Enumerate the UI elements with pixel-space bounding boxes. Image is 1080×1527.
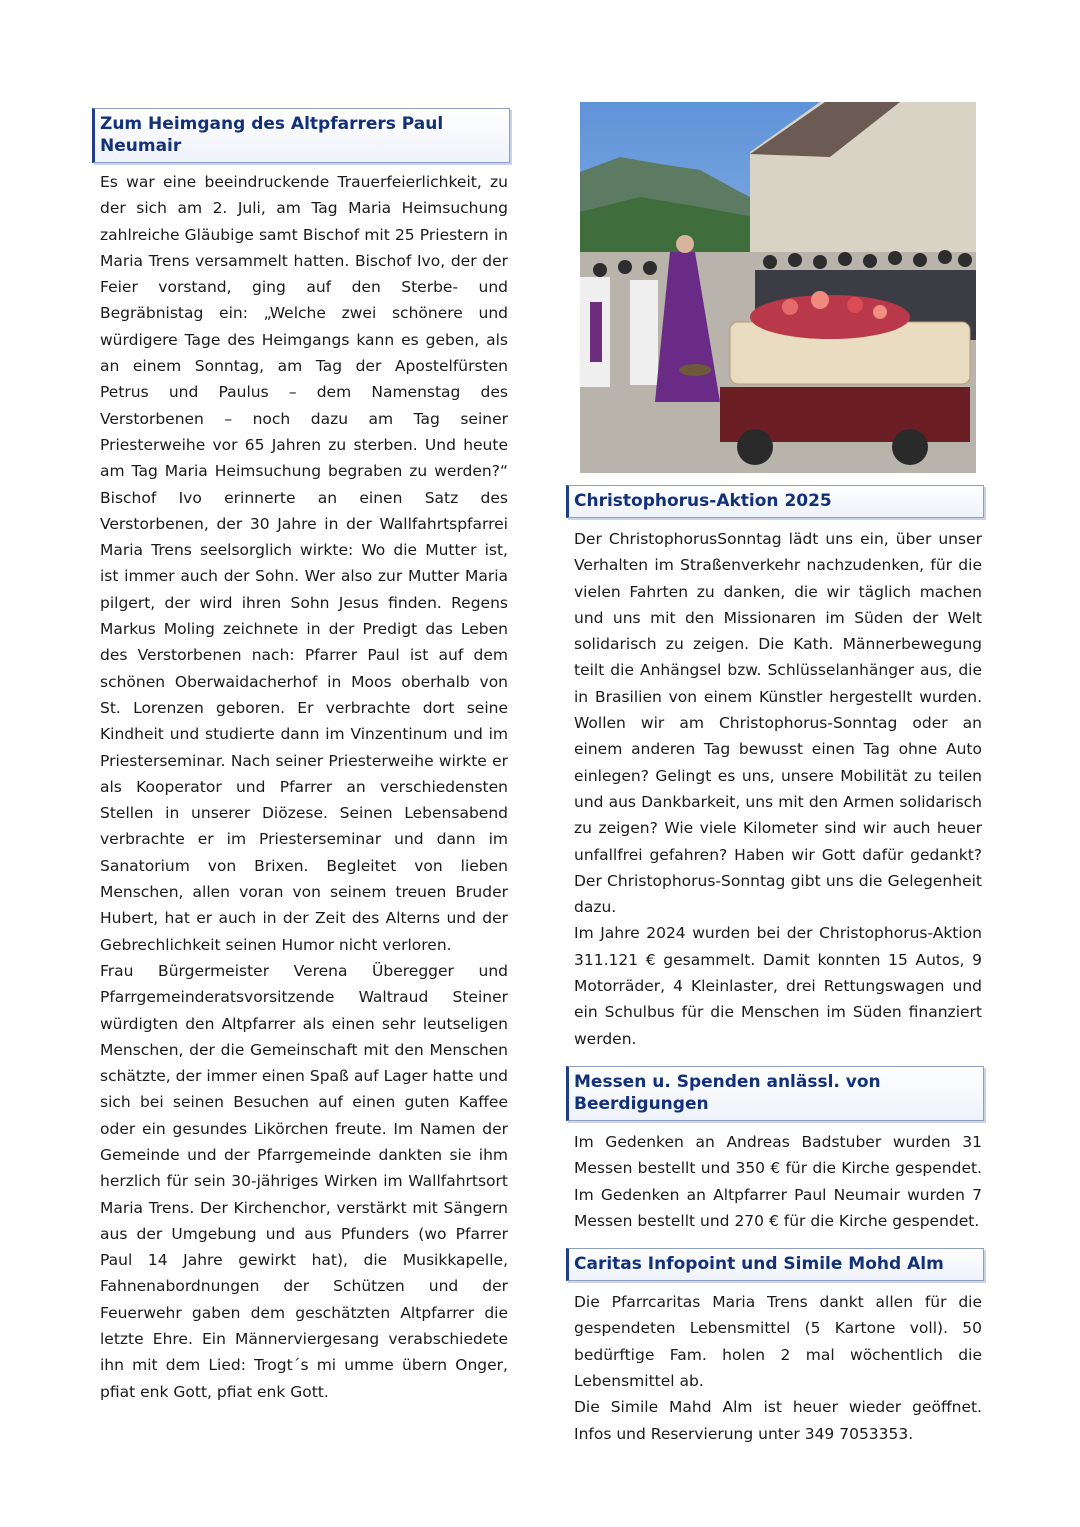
- right-column: [566, 102, 984, 1447]
- article-paragraph: Die Simile Mahd Alm ist heuer wieder geöffnet. Infos und Reservierung unter 349 7053353.: [574, 1398, 982, 1443]
- article-paragraph: Die Pfarrcaritas Maria Trens dankt allen für die gespendeten Lebensmittel (5 Kartone voll). 50 bedürftige Fam. holen 2 mal wöchentlich die Lebensmittel ab.: [574, 1293, 982, 1391]
- section-caritas: [566, 1248, 984, 1447]
- section-heading-heimgang: Zum Heimgang des Altpfarrers Paul Neumair: [92, 108, 510, 163]
- section-heading-christophorus: Christophorus-Aktion 2025: [566, 485, 984, 518]
- article-body-heimgang: [92, 169, 510, 1405]
- article-body-christophorus: [566, 526, 984, 1052]
- section-heading-messen: Messen u. Spenden anlässl. von Beerdigungen: [566, 1066, 984, 1121]
- article-paragraph: Im Gedenken an Andreas Badstuber wurden 31 Messen bestellt und 350 € für die Kirche gespendet. Im Gedenken an Altpfarrer Paul Neumair wurden 7 Messen bestellt und 270 € für die Kirche gespendet.: [574, 1132, 982, 1230]
- article-paragraph: Es war eine beeindruckende Trauerfeierlichkeit, zu der sich am 2. Juli, am Tag Maria Heimsuchung zahlreiche Gläubige samt Bischof mit 25 Priestern in Maria Trens versammelt hatten. Bischof Ivo, der der Feier vorstand, ging auf den Sterbe- und Begräbnistag ein: „Welche zwei schönere und würdigere Tage des Heimgangs kann es geben, als an einem Sonntag, am Tag der Apostelfürsten Petrus und Paulus – dem Namenstag des Verstorbenen – noch dazu am Tag seiner Priesterweihe vor 65 Jahren zu sterben. Und heute am Tag Maria Heimsuchung begraben zu werden?“ Bischof Ivo erinnerte an einen Satz des Verstorbenen, der 30 Jahre in der Wallfahrtspfarrei Maria Trens seelsorglich wirkte: Wo die Mutter ist, ist immer auch der Sohn. Wer also zur Mutter Maria pilgert, der wird ihren Sohn Jesus finden. Regens Markus Moling zeichnete in der Predigt das Leben des Verstorbenen nach: Pfarrer Paul ist auf dem schönen Oberwaidacherhof in Moos oberhalb von St. Lorenzen geboren. Er verbrachte dort seine Kindheit und studierte dann im Vinzentinum und im Priesterseminar. Nach seiner Priesterweihe wirkte er als Kooperator und Pfarrer an verschiedensten Stellen in unserer Diözese. Seinen Lebensabend verbrachte er im Priesterseminar und dann im Sanatorium von Brixen. Begleitet von lieben Menschen, allen voran von seinem treuen Bruder Hubert, hat er auch in der Zeit des Alterns und der Gebrechlichkeit seinen Humor nicht verloren.: [100, 173, 508, 954]
- funeral-photo: [580, 102, 976, 473]
- section-messen: [566, 1066, 984, 1234]
- article-paragraph: Der ChristophorusSonntag lädt uns ein, über unser Verhalten im Straßenverkehr nachzudenken, für die vielen Fahrten zu danken, die wir täglich machen und uns mit den Missionaren im Süden der Welt solidarisch zu zeigen. Die Kath. Männerbewegung teilt die Anhängsel bzw. Schlüsselanhänger aus, die in Brasilien von einem Künstler hergestellt wurden. Wollen wir am Christophorus-Sonntag oder an einem anderen Tag bewusst einen Tag ohne Auto einlegen? Gelingt es uns, unsere Mobilität zu teilen und aus Dankbarkeit, uns mit den Armen solidarisch zu zeigen? Wie viele Kilometer sind wir auch heuer unfallfrei gefahren? Haben wir Gott dafür gedankt? Der Christophorus-Sonntag gibt uns die Gelegenheit dazu.: [574, 530, 982, 917]
- article-paragraph: Frau Bürgermeister Verena Überegger und Pfarrgemeinderatsvorsitzende Waltraud Steiner würdigten den Altpfarrer als einen sehr leutseligen Menschen, der die Gemeinschaft mit den Menschen schätzte, der immer einen Spaß auf Lager hatte und sich bei seinen Besuchen auf einen guten Kaffee oder ein gesundes Likörchen freute. Im Namen der Gemeinde und der Pfarrgemeinde dankten sie ihm herzlich für sein 30-jähriges Wirken im Wallfahrtsort Maria Trens. Der Kirchenchor, verstärkt mit Sängern aus der Umgebung und aus Pfunders (wo Pfarrer Paul 14 Jahre gewirkt hat), die Musikkapelle, Fahnenabordnungen der Schützen und der Feuerwehr gaben dem geschätzten Altpfarrer die letzte Ehre. Ein Männerviergesang verabschiedete ihn mit dem Lied: Trogt´s mi umme übern Onger, pfiat enk Gott, pfiat enk Gott.: [100, 961, 508, 1401]
- section-heading-caritas: Caritas Infopoint und Simile Mohd Alm: [566, 1248, 984, 1281]
- left-column: [92, 108, 510, 1405]
- article-paragraph: Im Jahre 2024 wurden bei der Christophorus-Aktion 311.121 € gesammelt. Damit konnten 15 Autos, 9 Motorräder, 4 Kleinlaster, drei Rettungswagen und ein Schulbus für die Menschen im Süden finanziert werden.: [574, 924, 982, 1048]
